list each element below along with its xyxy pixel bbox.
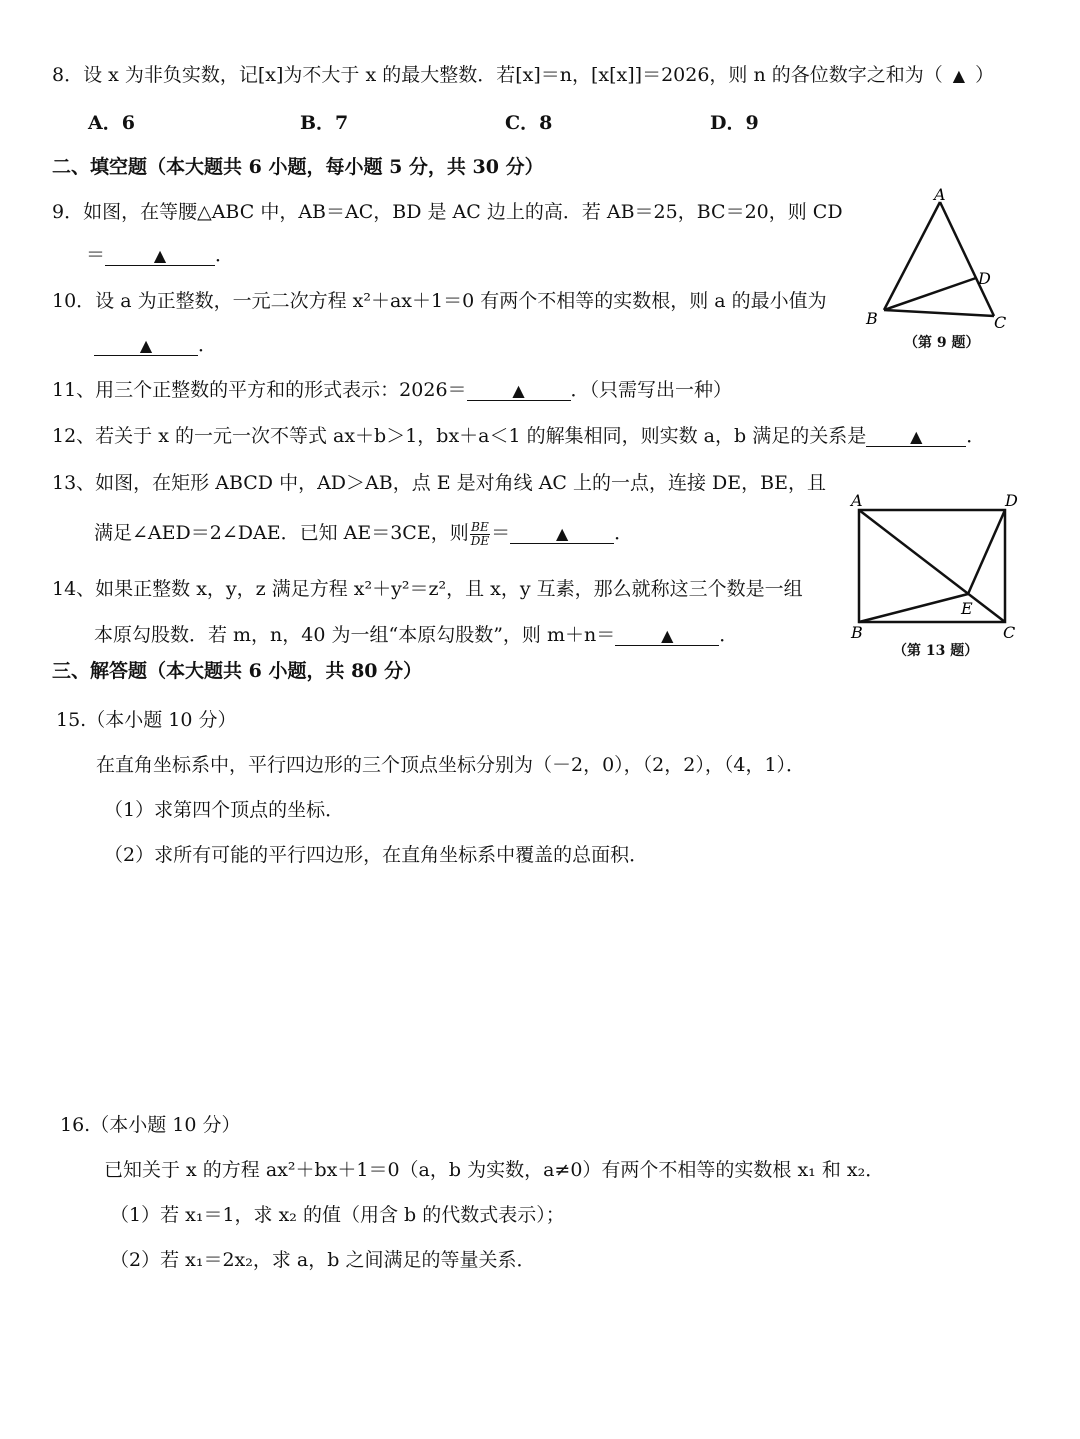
q14-blank-mark: ▲ bbox=[661, 626, 674, 645]
diagonal-ac bbox=[859, 510, 1005, 622]
q14-period: ． bbox=[719, 624, 739, 646]
q11-answer-blank[interactable] bbox=[467, 381, 571, 401]
q12-answer-blank[interactable] bbox=[866, 427, 966, 447]
q13-frac-denominator: DE bbox=[470, 533, 490, 548]
q15-stem: 在直角坐标系中，平行四边形的三个顶点坐标分别为（－2，0），（2，2），（4，1）． bbox=[96, 754, 806, 776]
segment-ac bbox=[940, 202, 994, 316]
label-b: B bbox=[851, 623, 863, 640]
label-e: E bbox=[961, 599, 973, 618]
question-12 bbox=[52, 421, 985, 448]
q13-blank-mark: ▲ bbox=[555, 524, 569, 543]
q9-answer-blank[interactable] bbox=[105, 246, 215, 266]
section-2-heading: 二、填空题（本大题共 6 小题，每小题 5 分，共 30 分） bbox=[52, 156, 544, 178]
q8-option-b: B．7 bbox=[300, 112, 349, 134]
q16-header: 16.（本小题 10 分） bbox=[60, 1114, 241, 1136]
q13-fraction bbox=[470, 521, 490, 548]
figure-q13-rectangle bbox=[845, 490, 1030, 640]
q11-suffix: ．（只需写出一种） bbox=[570, 379, 733, 401]
q8-option-c: C．8 bbox=[505, 112, 553, 134]
q9-equals: ＝ bbox=[86, 244, 106, 266]
q13-frac-numerator: BE bbox=[471, 519, 489, 534]
q10-line2 bbox=[94, 330, 217, 357]
q14-answer-blank[interactable] bbox=[615, 626, 719, 646]
figure-q9-caption: （第 9 题） bbox=[904, 335, 980, 351]
q10-period: ． bbox=[198, 334, 218, 356]
q15-header: 15.（本小题 10 分） bbox=[56, 709, 237, 731]
label-a: A bbox=[851, 491, 863, 510]
q16-stem: 已知关于 x 的方程 ax²＋bx＋1＝0（a，b 为实数，a≠0）有两个不相等的实数根 x₁ 和 x₂． bbox=[104, 1159, 885, 1181]
q8-answer-mark: ▲ bbox=[952, 66, 966, 85]
label-d: D bbox=[1005, 491, 1018, 510]
figure-q13-caption: （第 13 题） bbox=[893, 643, 979, 659]
figure-q9-triangle bbox=[860, 186, 1020, 346]
label-b: B bbox=[866, 309, 878, 328]
q16-part1: （1）若 x₁＝1，求 x₂ 的值（用含 b 的代数式表示）； bbox=[110, 1204, 565, 1226]
q13-line2 bbox=[94, 518, 633, 548]
question-8 bbox=[52, 60, 994, 87]
q13-answer-blank[interactable] bbox=[510, 524, 614, 544]
segment-be bbox=[859, 594, 968, 622]
q13-period: ． bbox=[614, 522, 634, 544]
label-c: C bbox=[994, 313, 1007, 332]
segment-de bbox=[968, 510, 1005, 594]
q10-blank-mark: ▲ bbox=[139, 336, 153, 355]
q8-option-a: A．6 bbox=[88, 112, 135, 134]
q16-part2: （2）若 x₁＝2x₂，求 a，b 之间满足的等量关系． bbox=[110, 1249, 536, 1271]
q8-stem: 8．设 x 为非负实数，记[x]为不大于 x 的最大整数．若[x]＝n，[x[x]]＝2026，则 n 的各位数字之和为（ bbox=[52, 64, 943, 86]
label-a: A bbox=[934, 186, 946, 204]
q14-line2 bbox=[94, 620, 738, 647]
q15-part1: （1）求第四个顶点的坐标． bbox=[104, 799, 345, 821]
q9-period: ． bbox=[215, 244, 235, 266]
q13-line1: 13、如图，在矩形 ABCD 中，AD＞AB，点 E 是对角线 AC 上的一点，连接 DE，BE，且 bbox=[52, 472, 826, 494]
q9-blank-mark: ▲ bbox=[153, 246, 167, 265]
q15-part2: （2）求所有可能的平行四边形，在直角坐标系中覆盖的总面积． bbox=[104, 844, 649, 866]
q10-answer-blank[interactable] bbox=[94, 336, 198, 356]
q13-prefix: 满足∠AED＝2∠DAE．已知 AE＝3CE，则 bbox=[94, 522, 469, 544]
segment-bc bbox=[884, 310, 994, 316]
q12-blank-mark: ▲ bbox=[910, 427, 923, 446]
question-11 bbox=[52, 375, 732, 402]
q12-prefix: 12、若关于 x 的一元一次不等式 ax＋b＞1，bx＋a＜1 的解集相同，则实数 a，b 满足的关系是 bbox=[52, 425, 867, 447]
label-c: C bbox=[1003, 623, 1016, 640]
q14-prefix: 本原勾股数．若 m，n，40 为一组“本原勾股数”，则 m＋n＝ bbox=[94, 624, 616, 646]
q14-line1: 14、如果正整数 x，y，z 满足方程 x²＋y²＝z²，且 x，y 互素，那么就称这三个数是一组 bbox=[52, 578, 803, 600]
q12-suffix: ． bbox=[966, 425, 986, 447]
q10-line1: 10．设 a 为正整数，一元二次方程 x²＋ax＋1＝0 有两个不相等的实数根，则 a 的最小值为 bbox=[52, 290, 827, 312]
q13-equals: ＝ bbox=[491, 522, 511, 544]
label-d: D bbox=[978, 269, 991, 288]
section-3-heading: 三、解答题（本大题共 6 小题，共 80 分） bbox=[52, 660, 423, 682]
q11-blank-mark: ▲ bbox=[512, 381, 525, 400]
q9-line2 bbox=[86, 240, 234, 267]
q11-prefix: 11、用三个正整数的平方和的形式表示：2026＝ bbox=[52, 379, 467, 401]
q8-close: ） bbox=[975, 64, 995, 86]
q9-line1: 9．如图，在等腰△ABC 中，AB＝AC，BD 是 AC 边上的高．若 AB＝25，BC＝20，则 CD bbox=[52, 201, 843, 223]
q8-option-d: D．9 bbox=[710, 112, 759, 134]
